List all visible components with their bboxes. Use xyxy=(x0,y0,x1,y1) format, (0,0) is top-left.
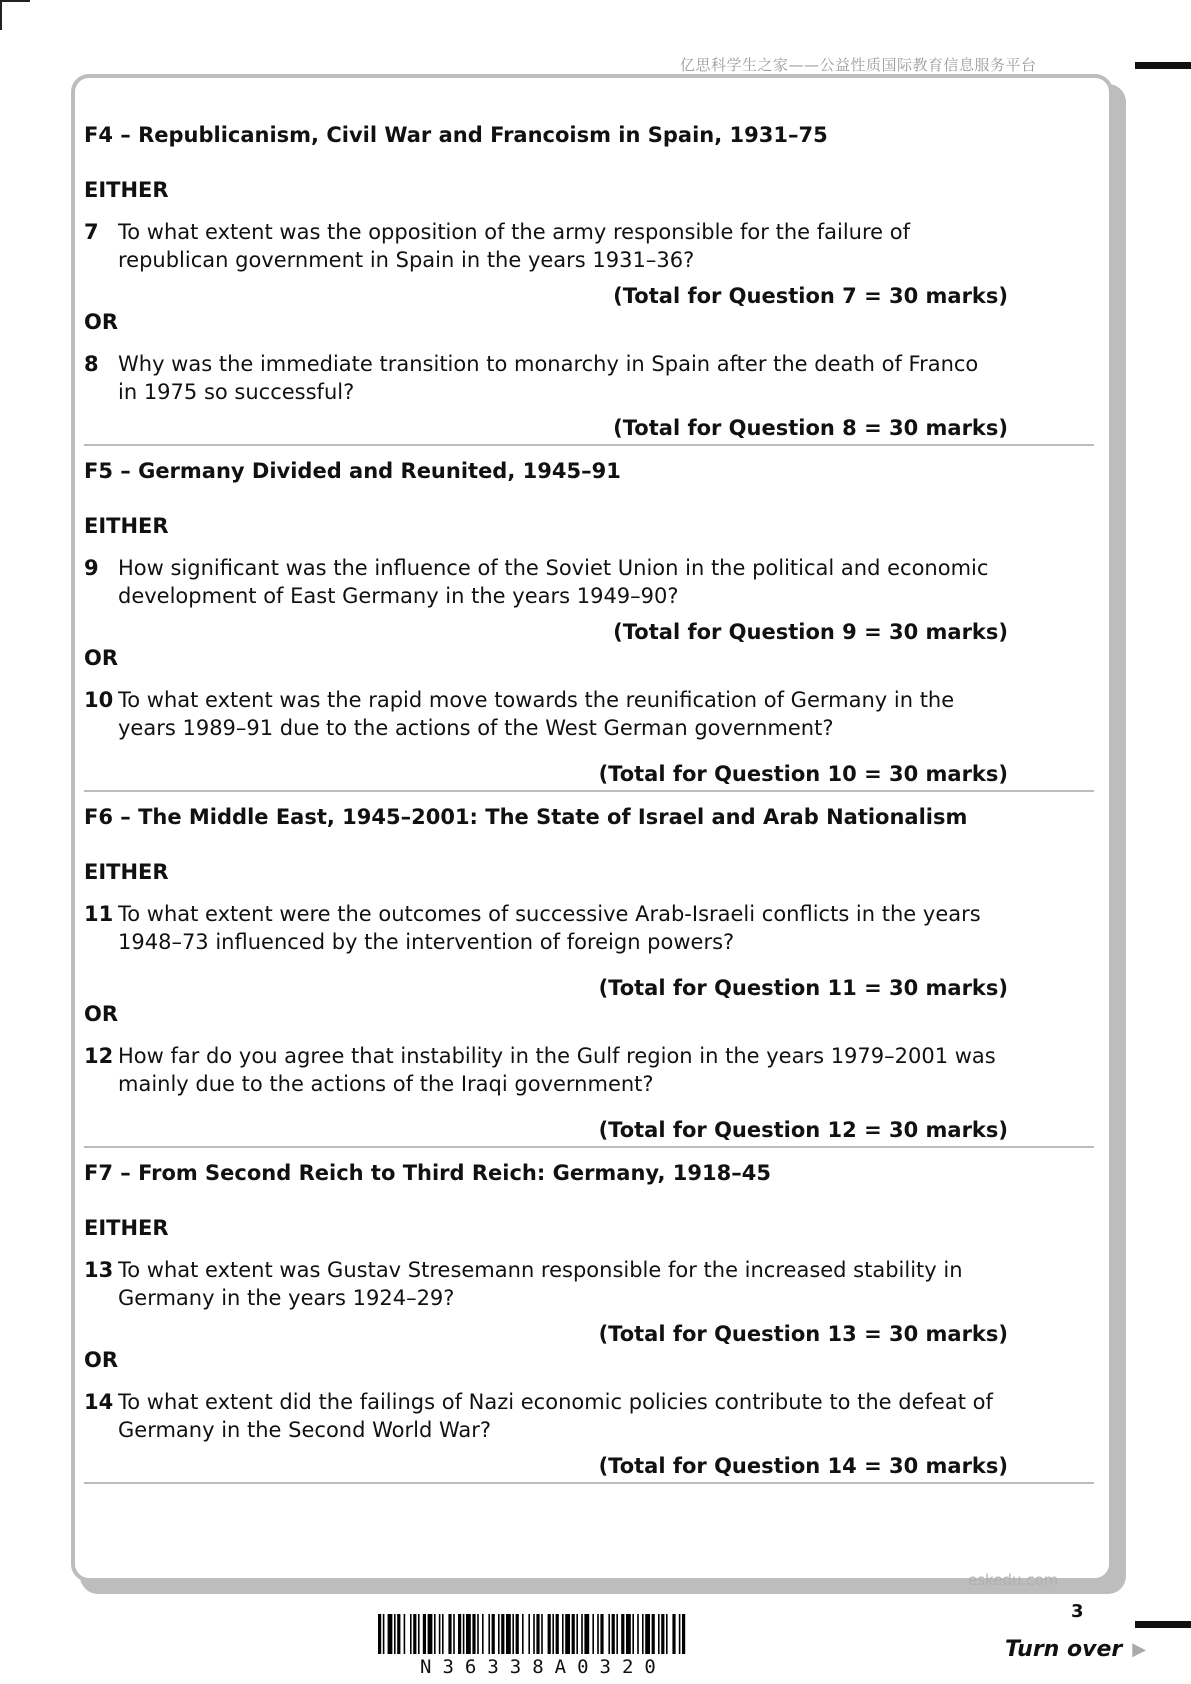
barcode xyxy=(378,1614,810,1654)
either-label: EITHER xyxy=(84,860,169,884)
barcode-bar xyxy=(652,1614,655,1654)
question-total: (Total for Question 14 = 30 marks) xyxy=(598,1454,1008,1478)
either-label: EITHER xyxy=(84,1216,169,1240)
question-number: 13 xyxy=(84,1258,114,1282)
section-f7 xyxy=(84,1161,1094,1484)
barcode-bar xyxy=(612,1614,615,1654)
question-total: (Total for Question 13 = 30 marks) xyxy=(598,1322,1008,1346)
or-label: OR xyxy=(84,646,119,670)
barcode-bar xyxy=(682,1614,685,1654)
barcode-bar xyxy=(428,1614,433,1654)
barcode-bar xyxy=(512,1614,514,1654)
question-item xyxy=(84,686,1094,742)
or-label: OR xyxy=(84,310,119,334)
barcode-bar xyxy=(581,1614,583,1654)
section-title: F4 – Republicanism, Civil War and Francoism in Spain, 1931–75 xyxy=(84,123,828,147)
questions-content xyxy=(84,110,1094,1484)
barcode-bar xyxy=(418,1614,420,1654)
question-item xyxy=(84,1042,1094,1098)
barcode-bar xyxy=(397,1614,400,1654)
question-total: (Total for Question 11 = 30 marks) xyxy=(598,976,1008,1000)
question-text: Why was the immediate transition to monarchy in Spain after the death of Franco in 1975 so successful? xyxy=(118,352,979,404)
question-number: 7 xyxy=(84,220,99,244)
barcode-bar xyxy=(388,1614,393,1654)
barcode-bar xyxy=(572,1614,575,1654)
question-total: (Total for Question 12 = 30 marks) xyxy=(598,1118,1008,1142)
section-title: F5 – Germany Divided and Reunited, 1945–91 xyxy=(84,459,621,483)
question-item xyxy=(84,900,1094,956)
question-text: To what extent was the opposition of the army responsible for the failure of republican government in Spain in the years 1931–36? xyxy=(118,220,910,272)
barcode-bar xyxy=(501,1614,504,1654)
crop-mark xyxy=(0,0,30,2)
barcode-bar xyxy=(637,1614,639,1654)
either-label: EITHER xyxy=(84,514,169,538)
barcode-bar xyxy=(516,1614,519,1654)
barcode-bar xyxy=(472,1614,475,1654)
barcode-bar xyxy=(410,1614,412,1654)
barcode-bar xyxy=(679,1614,681,1654)
barcode-bar xyxy=(458,1614,461,1654)
section-title: F6 – The Middle East, 1945–2001: The State of Israel and Arab Nationalism xyxy=(84,805,968,829)
barcode-bar xyxy=(548,1614,551,1654)
turn-over-text: Turn over xyxy=(1005,1637,1123,1662)
question-text: To what extent was Gustav Stresemann responsible for the increased stability in Germany in the years 1924–29? xyxy=(118,1258,963,1310)
either-label: EITHER xyxy=(84,178,169,202)
barcode-bar xyxy=(453,1614,455,1654)
question-number: 8 xyxy=(84,352,99,376)
barcode-bar xyxy=(394,1614,396,1654)
or-label: OR xyxy=(84,1002,119,1026)
barcode-bar xyxy=(404,1614,406,1654)
registration-mark xyxy=(1135,1621,1191,1628)
barcode-bar xyxy=(666,1614,668,1654)
barcode-bar xyxy=(506,1614,511,1654)
barcode-bar xyxy=(448,1614,451,1654)
barcode-bar xyxy=(528,1614,530,1654)
barcode-number: N36338A0320 xyxy=(420,1656,667,1678)
barcode-bar xyxy=(565,1614,570,1654)
barcode-bar xyxy=(383,1614,385,1654)
barcode-bar xyxy=(463,1614,465,1654)
barcode-bar xyxy=(556,1614,559,1654)
barcode-bar xyxy=(632,1614,634,1654)
barcode-bar xyxy=(378,1614,381,1654)
barcode-bar xyxy=(466,1614,471,1654)
barcode-bar xyxy=(661,1614,664,1654)
barcode-bar xyxy=(536,1614,539,1654)
barcode-bar xyxy=(562,1614,564,1654)
question-item xyxy=(84,1388,1094,1444)
barcode-bar xyxy=(439,1614,441,1654)
barcode-bar xyxy=(597,1614,599,1654)
question-number: 11 xyxy=(84,902,114,926)
barcode-bar xyxy=(645,1614,650,1654)
section-f4 xyxy=(84,123,1094,446)
play-arrow-icon: ▶ xyxy=(1132,1639,1147,1660)
question-number: 9 xyxy=(84,556,99,580)
or-label: OR xyxy=(84,1348,119,1372)
barcode-bar xyxy=(522,1614,524,1654)
barcode-bar xyxy=(672,1614,675,1654)
barcode-bar xyxy=(533,1614,535,1654)
barcode-bar xyxy=(608,1614,610,1654)
question-item xyxy=(84,350,1094,406)
section-title: F7 – From Second Reich to Third Reich: Germany, 1918–45 xyxy=(84,1161,771,1185)
page-number: 3 xyxy=(1071,1601,1084,1622)
barcode-bar xyxy=(616,1614,618,1654)
question-total: (Total for Question 7 = 30 marks) xyxy=(613,284,1008,308)
barcode-bar xyxy=(592,1614,594,1654)
question-number: 14 xyxy=(84,1390,114,1414)
question-total: (Total for Question 8 = 30 marks) xyxy=(613,416,1008,440)
registration-mark xyxy=(1135,62,1191,69)
barcode-bar xyxy=(482,1614,484,1654)
turn-over-label xyxy=(1005,1637,1146,1662)
question-total: (Total for Question 10 = 30 marks) xyxy=(598,762,1008,786)
barcode-bar xyxy=(626,1614,631,1654)
barcode-bar xyxy=(576,1614,578,1654)
barcode-bar xyxy=(642,1614,644,1654)
question-text: How significant was the influence of the Soviet Union in the political and economic development of East Germany in the years 1949–90? xyxy=(118,556,989,608)
footer-watermark: eskedu.com xyxy=(968,1571,1059,1589)
barcode-bar xyxy=(442,1614,444,1654)
question-number: 12 xyxy=(84,1044,114,1068)
barcode-bar xyxy=(552,1614,554,1654)
barcode-bar xyxy=(434,1614,436,1654)
barcode-bar xyxy=(413,1614,416,1654)
section-f5 xyxy=(84,459,1094,792)
header-watermark: 亿思科学生之家——公益性质国际教育信息服务平台 xyxy=(680,56,1037,74)
question-text: How far do you agree that instability in the Gulf region in the years 1979–2001 was mainly due to the actions of the Iraqi government? xyxy=(118,1044,996,1096)
question-item xyxy=(84,554,1094,610)
barcode-bar xyxy=(492,1614,495,1654)
section-divider xyxy=(84,790,1094,792)
barcode-bar xyxy=(621,1614,624,1654)
barcode-bar xyxy=(541,1614,543,1654)
section-divider xyxy=(84,1146,1094,1148)
question-number: 10 xyxy=(84,688,114,712)
crop-mark xyxy=(0,0,2,30)
barcode-bar xyxy=(498,1614,500,1654)
section-f6 xyxy=(84,805,1094,1148)
barcode-bar xyxy=(423,1614,426,1654)
question-total: (Total for Question 9 = 30 marks) xyxy=(613,620,1008,644)
barcode-bar xyxy=(488,1614,490,1654)
question-text: To what extent was the rapid move towards the reunification of Germany in the years 1989–91 due to the actions of the West German government? xyxy=(118,688,955,740)
section-divider xyxy=(84,444,1094,446)
barcode-bar xyxy=(600,1614,603,1654)
barcode-bar xyxy=(658,1614,660,1654)
barcode-bar xyxy=(584,1614,589,1654)
question-text: To what extent were the outcomes of successive Arab-Israeli conflicts in the years 1948–73 influenced by the intervention of foreign powers? xyxy=(118,902,981,954)
question-text: To what extent did the failings of Nazi economic policies contribute to the defeat of Germany in the Second World War? xyxy=(118,1390,993,1442)
barcode-bar xyxy=(477,1614,479,1654)
section-divider xyxy=(84,1482,1094,1484)
question-item xyxy=(84,218,1094,274)
question-item xyxy=(84,1256,1094,1312)
